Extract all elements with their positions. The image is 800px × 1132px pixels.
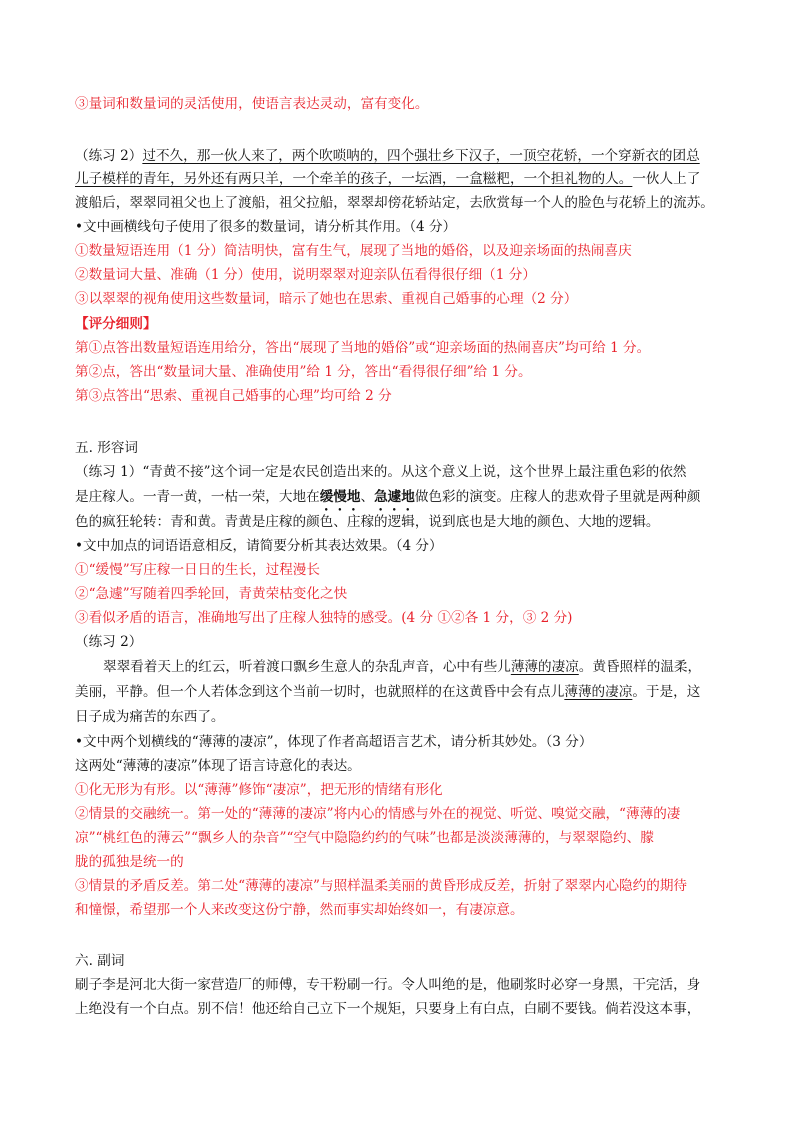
rubric-item: 第②点，答出“数量词大量、准确使用”给 1 分，答出“看得很仔细”给 1 分。 <box>75 364 532 380</box>
section-heading: 五. 形容词 <box>75 440 139 456</box>
rubric-item: 第①点答出数量短语连用给分，答出“展现了当地的婚俗”或“迎亲场面的热闹喜庆”均可给 1 分。 <box>75 340 651 356</box>
practice-passage-line: 是庄稼人。一青一黄，一枯一荣，大地在缓慢地、急遽地做色彩的演变。庄稼人的悲欢骨子里就是两种颜 <box>75 489 701 505</box>
section-heading: 六. 副词 <box>75 953 125 969</box>
answer-item: ①数量短语连用（1 分）简洁明快，富有生气，展现了当地的婚俗，以及迎亲场面的热闹喜庆 <box>75 243 632 259</box>
passage-line: 上绝没有一个白点。别不信！他还给自己立下一个规矩，只要身上有白点，白刷不要钱。倘若没这本事， <box>75 1001 701 1017</box>
practice-passage-line: 日子成为痛苦的东西了。 <box>75 709 225 725</box>
answer-item: ②“急遽”写随着四季轮回，青黄荣枯变化之快 <box>75 586 348 602</box>
answer-item: 和憧憬，希望那一个人来改变这份宁静，然而事实却始终如一，有凄凉意。 <box>75 902 524 918</box>
practice-label: （练习 1） <box>75 464 143 480</box>
practice-passage-line <box>75 147 700 165</box>
passage-line: 刷子李是河北大街一家营造厂的师傅，专干粉刷一行。令人叫绝的是，他刷浆时必穿一身黑，干完活，身 <box>75 977 701 993</box>
dotted-word: 急遽地 <box>374 489 415 505</box>
answer-item: ①化无形为有形。以“薄薄”修饰“凄凉”，把无形的情绪有形化 <box>75 782 443 798</box>
question: •文中加点的词语语意相反，请简要分析其表达效果。（4 分） <box>75 538 443 554</box>
rubric-item: 第③点答出“思索、重视自己婚事的心理”均可给 2 分 <box>75 388 392 404</box>
answer-item: ③量词和数量词的灵活使用，使语言表达灵动，富有变化。 <box>75 96 429 112</box>
dotted-word: 缓慢地 <box>319 489 361 505</box>
practice-label: （练习 2） <box>75 634 143 650</box>
rubric-title: 【评分细则】 <box>75 316 157 332</box>
answer-item: ②情景的交融统一。第一处的“薄薄的凄凉”将内心的情感与外在的视觉、听觉、嗅觉交融，“薄薄的凄 <box>75 806 681 822</box>
answer-item: ③以翠翠的视角使用这些数量词，暗示了她也在思索、重视自己婚事的心理（2 分） <box>75 291 578 307</box>
practice-passage-line: 渡船后，翠翠同祖父也上了渡船，祖父拉船，翠翠却傍花轿站定，去欣赏每一个人的脸色与花轿上的流苏。 <box>75 195 714 211</box>
underlined-sentence: 过不久，那一伙人来了，两个吹唢呐的，四个强壮乡下汉子，一顶空花轿，一个穿新衣的团总 <box>142 148 700 164</box>
answer-item: 凉”“桃红色的薄云”“飘乡人的杂音”“空气中隐隐约约的气味”也都是淡淡薄薄的，与翠翠隐约、朦 <box>75 830 654 846</box>
practice-passage-line: 色的疯狂轮转：青和黄。青黄是庄稼的颜色、庄稼的逻辑，说到底也是大地的颜色、大地的逻辑。 <box>75 514 660 530</box>
answer-item: ①“缓慢”写庄稼一日日的生长，过程漫长 <box>75 562 320 578</box>
underlined-sentence: 儿子模样的青年，另外还有两只羊，一个牵羊的孩子，一坛酒，一盒糍粑，一个担礼物的人。 <box>75 171 633 187</box>
practice-passage-line: 翠翠看着天上的红云，听着渡口飘乡生意人的杂乱声音，心中有些儿薄薄的凄凉。黄昏照样的温柔， <box>103 659 702 675</box>
answer-intro: 这两处“薄薄的凄凉”体现了语言诗意化的表达。 <box>75 758 361 774</box>
underlined-phrase: 薄薄的凄凉 <box>510 659 579 675</box>
answer-item: 胧的孤独是统一的 <box>75 854 184 870</box>
practice-passage-line: 美丽，平静。但一个人若体念到这个当前一切时，也就照样的在这黄昏中会有点儿薄薄的凄凉。于是，这 <box>75 684 701 700</box>
question: •文中画横线句子使用了很多的数量词，请分析其作用。（4 分） <box>75 219 457 235</box>
question: •文中两个划横线的“薄薄的凄凉”，体现了作者高超语言艺术，请分析其妙处。（3 分） <box>75 734 593 750</box>
practice-label: （练习 2） <box>75 148 143 164</box>
underlined-phrase: 薄薄的凄凉 <box>564 684 633 700</box>
practice-passage-line: （练习 1）“青黄不接”这个词一定是农民创造出来的。从这个意义上说，这个世界上最注重色彩的依然 <box>75 464 687 480</box>
practice-passage-line: 儿子模样的青年，另外还有两只羊，一个牵羊的孩子，一坛酒，一盒糍粑，一个担礼物的人。一伙人上了 <box>75 171 701 187</box>
answer-item: ③情景的矛盾反差。第二处“薄薄的凄凉”与照样温柔美丽的黄昏形成反差，折射了翠翠内心隐约的期待 <box>75 878 688 894</box>
answer-item: ②数量词大量、准确（1 分）使用，说明翠翠对迎亲队伍看得很仔细（1 分） <box>75 267 536 283</box>
answer-item: ③看似矛盾的语言，准确地写出了庄稼人独特的感受。(4 分 ①②各 1 分，③ 2 分) <box>75 610 573 626</box>
